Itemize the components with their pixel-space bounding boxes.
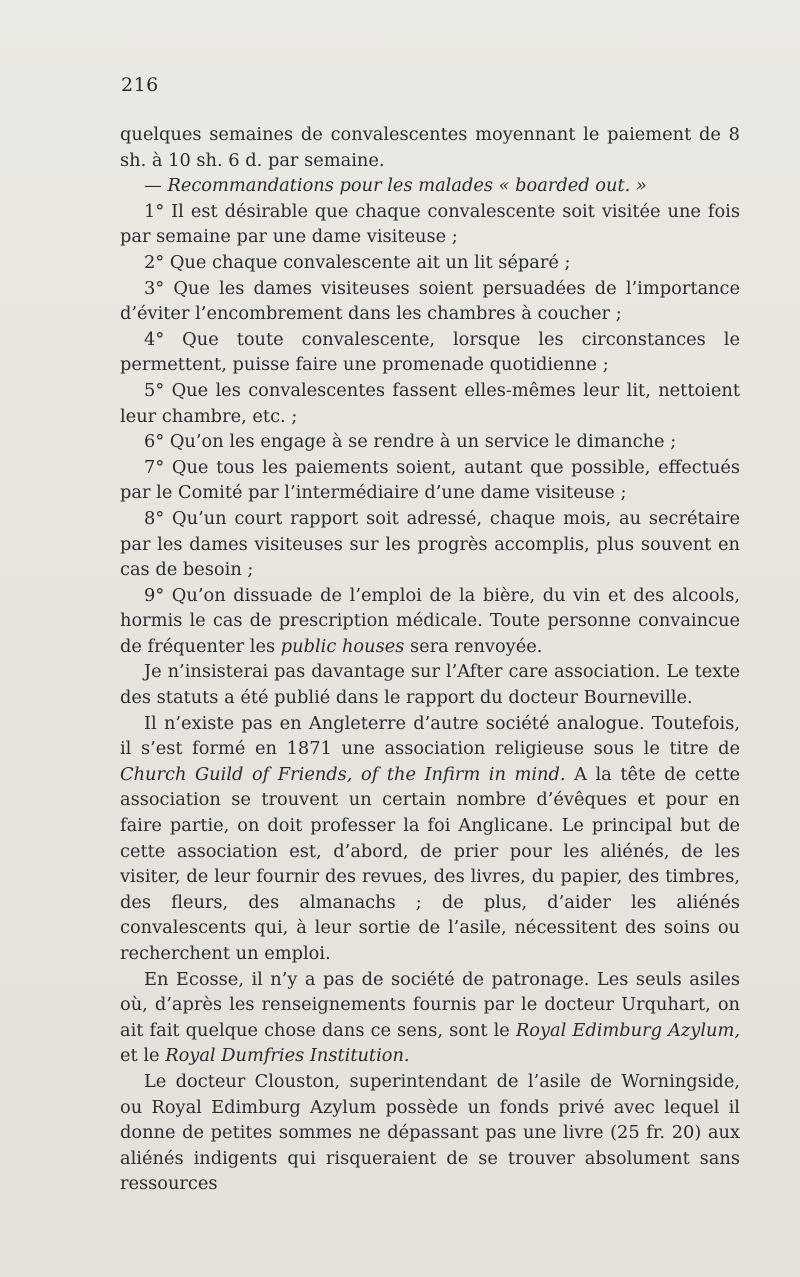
text-run: 5° Que les convalescentes fassent elles-mêmes leur lit, nettoient leur chambre, etc. ; <box>120 379 740 427</box>
text-run: En Ecosse, il n’y a pas de société de patronage. Les seuls asiles où, d’après les renseignements fournis par le docteur Urquhart, on ait fait quelque chose dans ce sens, sont le <box>120 968 740 1041</box>
text-run: 9° Qu’on dissuade de l’emploi de la bière, du vin et des alcools, hormis le cas de prescription médicale. Toute personne convaincue de fréquenter les <box>120 584 740 657</box>
paragraph <box>120 506 740 583</box>
page-number: 216 <box>121 74 159 96</box>
text-run: 1° Il est désirable que chaque convalescente soit visitée une fois par semaine par une dame visiteuse ; <box>120 200 740 248</box>
paragraph <box>120 327 740 378</box>
paragraph <box>120 659 740 710</box>
paragraph <box>120 122 740 173</box>
italic-text: Recommandations pour les malades « boarded out. » <box>167 175 647 197</box>
paragraph <box>120 276 740 327</box>
text-run: 8° Qu’un court rapport soit adressé, chaque mois, au secrétaire par les dames visiteuses sur les progrès accomplis, plus souvent en cas de besoin ; <box>120 507 740 581</box>
text-run: 6° Qu’on les engage à se rendre à un service le dimanche ; <box>144 431 677 453</box>
paragraph <box>120 378 740 429</box>
paragraph <box>120 455 740 506</box>
text-run: quelques semaines de convalescentes moyennant le paiement de 8 sh. à 10 sh. 6 d. par semaine. <box>120 124 740 171</box>
text-run: Il n’existe pas en Angleterre d’autre société analogue. Toutefois, il s’est formé en 1871 une association religieuse sous le titre de <box>120 712 740 760</box>
paragraph <box>120 199 740 250</box>
body-text <box>120 122 740 1197</box>
text-run: 4° Que toute convalescente, lorsque les circonstances le permettent, puisse faire une promenade quotidienne ; <box>120 328 740 376</box>
text-run: 7° Que tous les paiements soient, autant que possible, effectués par le Comité par l’intermédiaire d’une dame visiteuse ; <box>120 456 740 504</box>
text-run: 2° Que chaque convalescente ait un lit séparé ; <box>144 251 571 273</box>
paragraph <box>120 967 740 1069</box>
text-run: — <box>144 175 168 197</box>
paragraph <box>120 250 740 276</box>
text-run: Je n’insisterai pas davantage sur l’After care association. Le texte des statuts a été publié dans le rapport du docteur Bourneville. <box>120 661 740 709</box>
text-run: sera renvoyée. <box>404 635 543 657</box>
paragraph <box>120 711 740 967</box>
text-run: A la tête de cette association se trouvent un certain nombre d’évêques et pour en faire partie, on doit professer la foi Anglicane. Le principal but de cette association est, d’abord, de prier pour les aliénés, de les visiter, de leur fournir des revues, des livres, du papier, des timbres, des fleurs, des almanachs ; de plus, d’aider les aliénés convalescents qui, à leur sortie de l’asile, nécessitent des soins ou recherchent un emploi. <box>120 763 740 964</box>
paragraph <box>120 173 740 199</box>
text-run: 3° Que les dames visiteuses soient persuadées de l’importance d’éviter l’encombrement dans les chambres à coucher ; <box>120 277 740 325</box>
paragraph <box>120 429 740 455</box>
paragraph <box>120 1069 740 1197</box>
italic-text: Royal Dumfries Institution. <box>165 1045 410 1067</box>
text-run: Le docteur Clouston, superintendant de l’asile de Worningside, ou Royal Edimburg Azylum possède un fonds privé avec lequel il donne de petites sommes ne dépassant pas une livre (25 fr. 20) aux aliénés indigents qui risqueraient de se trouver absolument sans ressources <box>120 1070 740 1195</box>
italic-text: Church Guild of Friends, of the Infirm in mind. <box>120 763 566 785</box>
text-run: et le <box>120 1045 166 1067</box>
italic-text: public houses <box>280 635 405 657</box>
italic-text: Royal Edimburg Azylum, <box>515 1019 740 1041</box>
paragraph <box>120 583 740 660</box>
